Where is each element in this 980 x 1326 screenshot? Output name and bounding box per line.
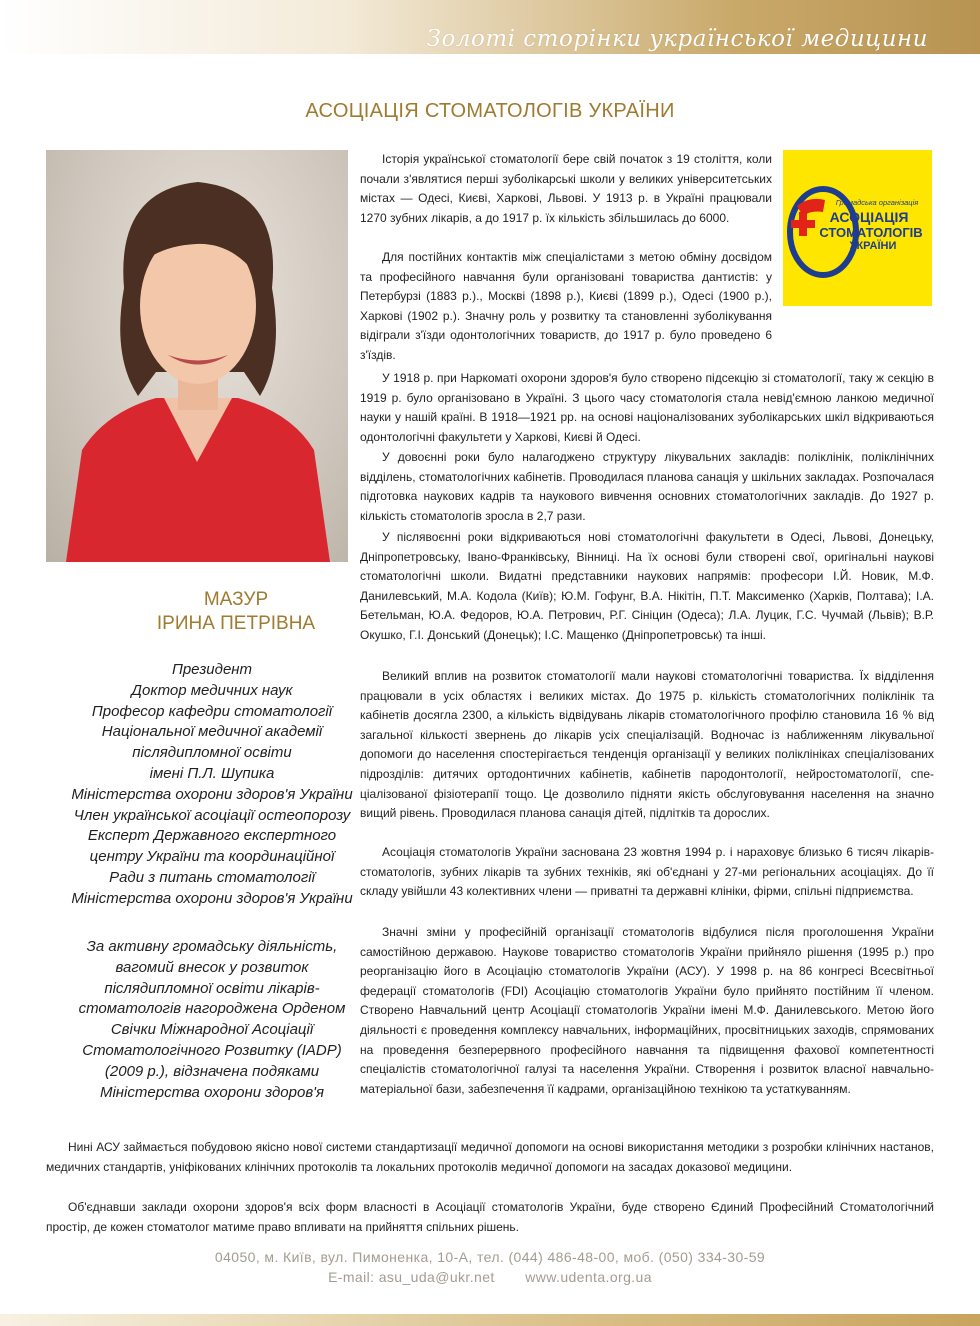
article-paragraph: Для постійних контактів між спеціалістами з метою обміну досвідом та професійного навчання були організовані товариства дантистів: у Петербурзі (1883 р.)., Москві (1898 р.), Києві (1899 р.), Одесі (1900 р.), Харкові (1902 р.). Значну роль у розвитку та становленні зуболікування відіграли з'їзди одонтологічних товариств, до 1917 р. було проведено 6 з'їздів. xyxy=(360,250,772,362)
person-given-name: ІРИНА ПЕТРІВНА xyxy=(156,613,316,634)
page-title: АСОЦІАЦІЯ СТОМАТОЛОГІВ УКРАЇНИ xyxy=(305,100,675,122)
award-line: вагомий внесок у розвиток xyxy=(115,958,309,976)
award-line: Свічки Міжнародної Асоціації xyxy=(110,1021,314,1039)
footer-email: E-mail: asu_uda@ukr.net xyxy=(328,1269,495,1285)
logo-emblem xyxy=(783,150,932,306)
award-line: післядипломної освіти лікарів- xyxy=(104,979,320,997)
article-paragraph: Асоціація стоматологів України заснована 23 жовтня 1994 р. і нараховує близько 6 тисяч лікарів-стоматологів, зубних лікарів та зубних техніків, які об'єднані у 27-ми регіональних асоціаціях. До її складу увійшли 43 колективних члени — приватні та державні клініки, фірми, спільні підприємства. xyxy=(360,845,934,899)
person-surname: МАЗУР xyxy=(203,589,269,610)
role-line: Експерт Державного експертного xyxy=(87,827,337,845)
role-line: Професор кафедри стоматології xyxy=(91,702,333,720)
portrait-illustration xyxy=(46,150,348,562)
person-award xyxy=(22,937,402,1103)
portrait-photo xyxy=(46,150,348,562)
article-paragraph: У післявоєнні роки відкриваються нові стоматологічні факультети в Одесі, Львові, Донецьку, Дніпропетровську, Івано-Франківську, Вінниці. На їх основі були створені свої, оригінальні наукові стоматологічні школи. Видатні представники наукових напрямів: професори І.Й. Новик, М.Ф. Данилевський, М.А. Кодола (Київ); Ю.М. Гофунг, В.А. Нікітін, П.Т. Максименко (Харків, Полтава); І.А. Бетельман, Ю.А. Федоров, Ю.А. Петрович, Р.Г. Сініцин (Одеса); Л.А. Луцик, Г.С. Чучмай (Львів); В.Р. Окушко, Г.І. Донський (Донецьк); І.С. Мащенко (Дніпропетровськ) та інші. xyxy=(360,530,934,642)
award-line: Міністерства охорони здоров'я xyxy=(99,1083,325,1101)
article-paragraph: Історія української стоматології бере свій початок з 19 століття, коли почали з'являтися перші зуболікарські школи у великих університетських містах — Одесі, Києві, Харкові, Львові. У 1913 р. в Україні працювали 1270 зубних лікарів, а до 1917 р. їх кількість збільшилась до 6000. xyxy=(360,152,772,225)
role-line: Ради з питань стоматології xyxy=(109,868,315,886)
award-line: За активну громадську діяльність, xyxy=(86,938,338,955)
role-line: Доктор медичних наук xyxy=(131,681,293,699)
award-line: стоматологів нагороджена Орденом xyxy=(78,1000,346,1018)
role-line: Член української асоціації остеопорозу xyxy=(73,806,351,824)
logo-line-1: АСОЦІАЦІЯ xyxy=(829,209,909,225)
article-paragraph: Великий вплив на розвиток стоматології мали наукові стоматологічні товариства. Їх відділення працювали в усіх областях і великих містах. До 1975 р. кількість стоматологічних поліклінік та кабінетів досягла 2300, а кількість відвідувань лікарів стоматологічного профілю становила 16 % від загальної кількості звернень до лікарів усіх спеціалізацій. Водночас із наближенням лікувальної допомоги до населення спостерігається тенденція організації у великих поліклініках спеціалізованих підрозділів: дитячих ортодонтичних кабінетів, кабінетів пародонтології, нейростоматології, спеціалізованої фізіотерапії тощо. Це дозволило підняти якість обслуговування населення на значно вищий рівень. Проводилася планова санація дітей, підлітків та дорослих. xyxy=(360,669,934,821)
role-line: Національної медичної академії xyxy=(101,723,323,741)
article-paragraph: Нині АСУ займається побудовою якісно нової системи стандартизації медичної допомоги на основі використання методики з розробки клінічних настанов, медичних стандартів, уніфікованих клінічних протоколів та локальних протоколів медичної допомоги на засадах доказової медицини. xyxy=(46,1140,934,1174)
footer-website: www.udenta.org.ua xyxy=(525,1269,652,1285)
footer-contacts xyxy=(0,1269,980,1285)
logo-line-3: УКРАЇНИ xyxy=(849,240,897,252)
award-line: Стоматологічного Розвитку (IADP) xyxy=(82,1041,342,1059)
article-paragraph: У довоєнні роки було налагоджено структуру лікувальних закладів: поліклінік, поліклінічних відділень, стоматологічних кабінетів. Проводилася планова санація у шкільних закладах. Розпочалася підготовка наукових кадрів та наукового вивчення основних стоматологічних закладів. До 1927 р. кількість стоматологів зросла в 2,7 рази. xyxy=(360,450,934,523)
role-line: Міністерства охорони здоров'я України xyxy=(71,889,353,907)
article-paragraph: У 1918 р. при Наркоматі охорони здоров'я було створено підсекцію зі стоматології, таку ж секцію в 1919 р. було організовано в Україні. З цього часу стоматологія стала невід'ємною ланкою медичної науки у нашій країні. В 1918—1921 рр. на основі націоналізованих зуболікарських шкіл відкриваються одонтологічні факультети у Харкові, Києві й Одесі. xyxy=(360,371,934,444)
footer-band xyxy=(0,1314,980,1326)
role-line: центру України та координаційної xyxy=(89,848,335,866)
article-paragraph: Значні зміни у професійній організації стоматологів відбулися після проголошення України самостійною державою. Наукове товариство стоматологів України прийняло рішення (1995 р.) про реорганізацію його в Асоціацію стоматологів України (АСУ). У 1998 р. на 86 конгресі Всесвітньої федерації стоматологів (FDI) Асоціацію стоматологів України було прийнято постійним її членом. Створено Навчальний центр Асоціації стоматологів України імені М.Ф. Данилевського. Метою його діяльності є проведення комплексу навчальних, інформаційних, просвітницьких заходів, спрямованих на проведення безперервного професійного навчання та підвищення фахової компетентності спеціалістів стоматологічної галузі та населення України. Створення і розвиток власної навчально-матеріальної бази, забезпечення її кадрами, організаційною технікою та устаткуванням. xyxy=(360,925,934,1096)
header-title: Золоті сторінки української медицини xyxy=(426,26,928,52)
role-line: Міністерства охорони здоров'я України xyxy=(71,785,353,803)
award-line: (2009 р.), відзначена подяками xyxy=(104,1062,320,1080)
role-line: імені П.Л. Шупика xyxy=(149,764,275,782)
article-paragraph: Об'єднавши заклади охорони здоров'я всіх форм власності в Асоціації стоматологів України, буде створено Єдиний Професійний Стоматологічний простір, де кожен стоматолог матиме право впливати на прийняття спільних рішень. xyxy=(46,1200,934,1234)
role-line: Президент xyxy=(171,661,253,678)
association-logo xyxy=(783,150,932,306)
person-roles xyxy=(22,660,402,910)
logo-caption: Громадська організація xyxy=(835,198,919,207)
footer-address: 04050, м. Київ, вул. Пимоненка, 10-А, тел. (044) 486-48-00, моб. (050) 334-30-59 xyxy=(214,1249,766,1265)
role-line: післядипломної освіти xyxy=(132,744,292,762)
logo-line-2: СТОМАТОЛОГІВ xyxy=(819,225,923,240)
